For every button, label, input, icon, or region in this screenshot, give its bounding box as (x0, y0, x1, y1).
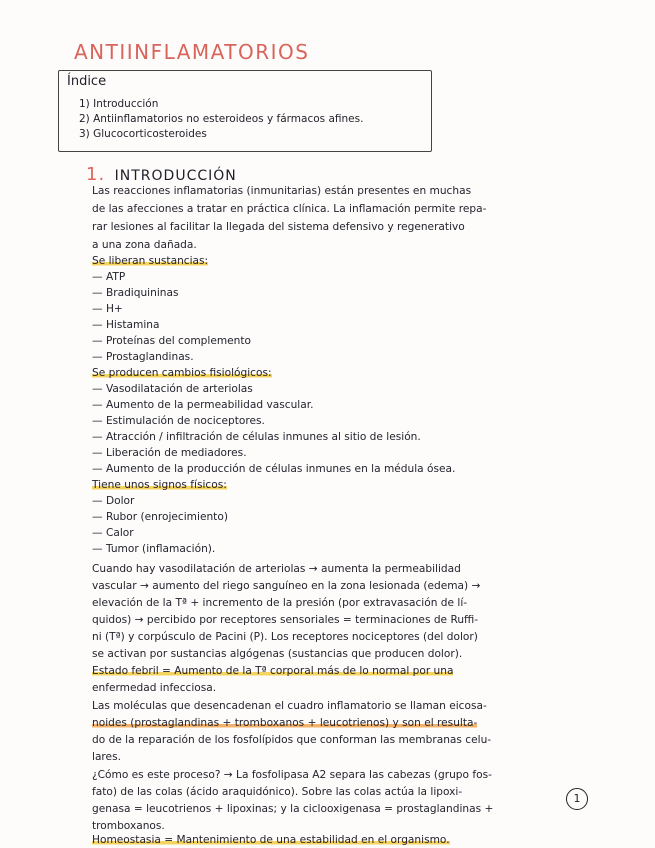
highlighted-heading: Tiene unos signos físicos: (92, 479, 227, 491)
body-line: a una zona dañada. (92, 239, 197, 251)
list-item: — H+ (92, 303, 123, 315)
definition-line: Estado febril = Aumento de la Tª corporal más de lo normal por una (92, 665, 454, 677)
body-line: tromboxanos. (92, 820, 165, 832)
body-line: se activan por sustancias algógenas (sustancias que producen dolor). (92, 648, 463, 660)
highlighted-heading: Se producen cambios fisiológicos: (92, 367, 272, 379)
body-line: quidos) → percibido por receptores sensoriales = terminaciones de Ruffi- (92, 614, 479, 626)
section-number: 1. (86, 164, 106, 185)
list-item: — Estimulación de nociceptores. (92, 415, 265, 427)
list-item: — Atracción / infiltración de células inmunes al sitio de lesión. (92, 431, 421, 443)
section-title: INTRODUCCIÓN (114, 168, 237, 184)
body-line: ni (Tª) y corpúsculo de Pacini (P). Los receptores nociceptores (del dolor) (92, 631, 478, 643)
index-item: 2) Antiinflamatorios no esteroideos y fármacos afines. (79, 113, 364, 125)
body-line: genasa = leucotrienos + lipoxinas; y la ciclooxigenasa = prostaglandinas + (92, 803, 494, 815)
body-line (92, 834, 450, 846)
page-title: ANTIINFLAMATORIOS (74, 40, 310, 64)
body-line: enfermedad infecciosa. (92, 682, 217, 694)
body-line: Cuando hay vasodilatación de arteriolas → aumenta la permeabilidad (92, 563, 461, 575)
list-item: — Aumento de la producción de células inmunes en la médula ósea. (92, 463, 456, 475)
body-line: rar lesiones al facilitar la llegada del sistema defensivo y regenerativo (92, 221, 465, 233)
body-line: Las moléculas que desencadenan el cuadro inflamatorio se llaman eicosa- (92, 700, 487, 712)
list-item: — Prostaglandinas. (92, 351, 194, 363)
list-item: — Liberación de mediadores. (92, 447, 247, 459)
body-line: fato) de las colas (ácido araquidónico). Sobre las colas actúa la lipoxi- (92, 786, 463, 798)
highlighted-line: noides (prostaglandinas + tromboxanos + leucotrienos) y son el resulta- (92, 717, 478, 729)
list-item: — Dolor (92, 495, 135, 507)
body-line (92, 665, 453, 677)
index-list (79, 97, 363, 142)
index-box (58, 70, 432, 152)
list-item: — Calor (92, 527, 134, 539)
list-item: — Aumento de la permeabilidad vascular. (92, 399, 314, 411)
body-line: ¿Cómo es este proceso? → La fosfolipasa A2 separa las cabezas (grupo fos- (92, 769, 492, 781)
list-item: — Vasodilatación de arteriolas (92, 383, 253, 395)
definition-line: Homeostasia = Mantenimiento de una estabilidad en el organismo. (92, 834, 450, 846)
list-item: — Bradiquininas (92, 287, 179, 299)
body-line (92, 367, 272, 379)
index-item: 3) Glucocorticosteroides (79, 128, 207, 140)
index-item: 1) Introducción (79, 98, 159, 110)
body-line: de las afecciones a tratar en práctica clínica. La inflamación permite repa- (92, 203, 487, 215)
section-heading (86, 164, 237, 185)
list-item: — Proteínas del complemento (92, 335, 252, 347)
body-line: vascular → aumento del riego sanguíneo en la zona lesionada (edema) → (92, 580, 481, 592)
body-line: lares. (92, 751, 121, 763)
body-line (92, 717, 477, 729)
body-line: do de la reparación de los fosfolípidos que conforman las membranas celu- (92, 734, 492, 746)
body-line (92, 479, 227, 491)
list-item: — ATP (92, 271, 126, 283)
list-item: — Histamina (92, 319, 160, 331)
index-heading: Índice (67, 74, 107, 89)
body-line: elevación de la Tª + incremento de la presión (por extravasación de lí- (92, 597, 468, 609)
highlighted-heading: Se liberan sustancias: (92, 255, 209, 267)
page-number: 1 (566, 788, 588, 810)
list-item: — Rubor (enrojecimiento) (92, 511, 228, 523)
body-line (92, 255, 208, 267)
body-line: Las reacciones inflamatorias (inmunitarias) están presentes en muchas (92, 185, 472, 197)
list-item: — Tumor (inflamación). (92, 543, 216, 555)
